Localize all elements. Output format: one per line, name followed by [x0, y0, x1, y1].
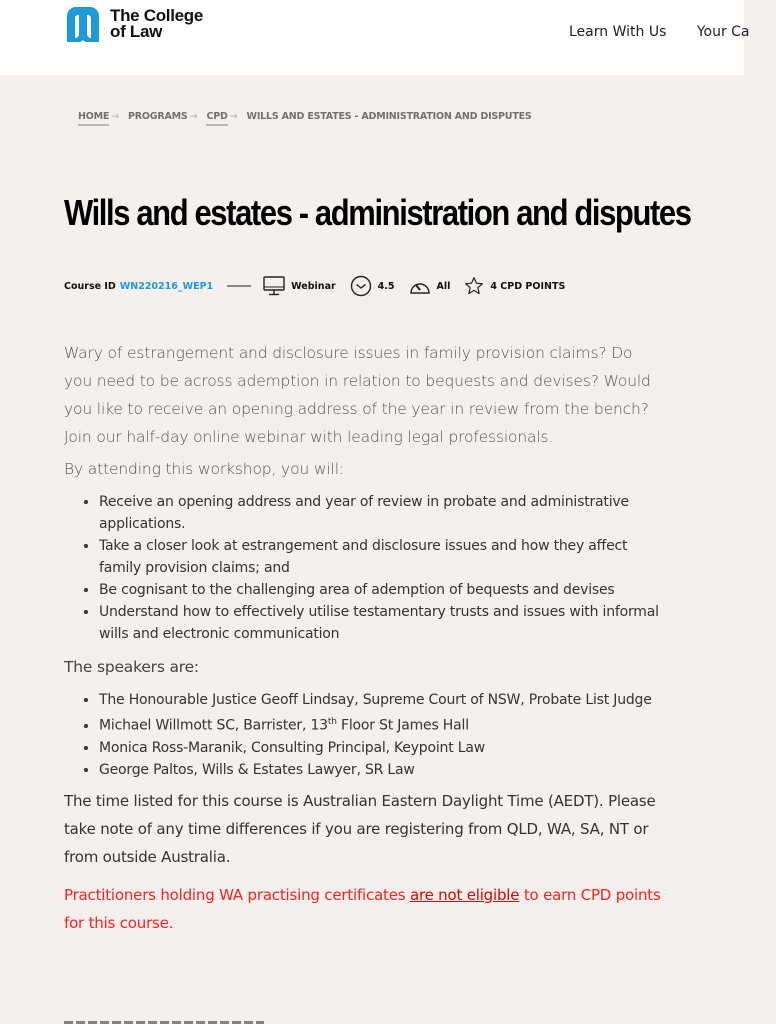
speakers-heading: The speakers are: — [64, 658, 199, 676]
eligibility-warning — [64, 881, 664, 937]
breadcrumb-cpd[interactable]: CPD — [206, 111, 227, 126]
nav-your-career[interactable]: Your Ca — [696, 24, 750, 40]
logo-mark-icon — [64, 4, 102, 44]
speaker-item: • Monica Ross-Maranik, Consulting Principal, Keypoint Law — [99, 737, 664, 759]
breadcrumb-programs[interactable]: PROGRAMS — [128, 111, 188, 122]
warning-text: Practitioners holding WA practising certificates — [64, 885, 410, 904]
outcomes-lead: By attending this workshop, you will: — [64, 460, 344, 478]
speaker-item: • The Honourable Justice Geoff Lindsay, Supreme Court of NSW, Probate List Judge — [99, 689, 664, 711]
list-item: • Receive an opening address and year of review in probate and administrative applications. — [99, 491, 664, 535]
breadcrumb-home[interactable]: HOME — [78, 111, 109, 126]
duration-item — [350, 275, 395, 297]
intro-paragraph: Wary of estrangement and disclosure issues in family provision claims? Do you need to be across ademption in relation to bequests and devises? Would you like to receive an opening address of the year in review from the bench? Join our half-day online webinar with leading legal professionals. — [64, 344, 651, 446]
site-header — [0, 0, 750, 75]
arrow-right-icon: → — [111, 111, 119, 122]
points-value: 4 CPD POINTS — [490, 280, 566, 292]
speaker-text: Michael Willmott SC, Barrister, 13 — [99, 717, 328, 734]
outcomes-list — [64, 491, 664, 645]
breadcrumb — [78, 111, 532, 126]
speaker-item — [99, 711, 664, 737]
list-item: • Understand how to effectively utilise testamentary trusts and issues with informal wills and electronic communication — [99, 601, 664, 645]
format-value: Webinar — [291, 280, 336, 292]
list-item: • Take a closer look at estrangement and disclosure issues and how they affect family provision claims; and — [99, 535, 664, 579]
gauge-icon — [409, 277, 431, 295]
arrow-right-icon: → — [189, 111, 198, 122]
nav-learn-with-us[interactable]: Learn With Us — [569, 24, 667, 40]
logo-text-line2: of Law — [110, 22, 163, 41]
speaker-item: • George Paltos, Wills & Estates Lawyer, SR Law — [99, 759, 664, 781]
warning-emphasis: are not eligible — [409, 885, 520, 904]
college-of-law-logo[interactable] — [64, 4, 203, 44]
breadcrumb-current: WILLS AND ESTATES - ADMINISTRATION AND DISPUTES — [246, 111, 532, 122]
time-zone-note: The time listed for this course is Australian Eastern Daylight Time (AEDT). Please take note of any time differences if you are registering from QLD, WA, SA, NT or from outside Australia. — [64, 791, 656, 866]
logo-text-line1: The College — [110, 6, 204, 25]
ordinal-suffix: th — [327, 717, 337, 727]
course-meta — [64, 274, 579, 298]
level-value: All — [436, 280, 451, 292]
format-item — [263, 276, 336, 296]
monitor-icon — [263, 276, 285, 296]
page-title: Wills and estates - administration and disputes — [64, 192, 691, 233]
cut-off-text-line — [64, 1017, 264, 1024]
list-item: • Be cognisant to the challenging area of ademption of bequests and devises — [99, 579, 664, 601]
course-description — [64, 339, 664, 937]
course-id: WN220216_WEP1 — [119, 280, 214, 292]
clock-icon — [350, 275, 372, 297]
course-id-label: Course ID — [64, 280, 116, 292]
speaker-text: Floor St James Hall — [336, 717, 469, 734]
star-icon — [464, 276, 484, 296]
speakers-list — [64, 689, 664, 781]
points-item — [464, 276, 565, 296]
divider — [227, 285, 251, 287]
main-nav — [569, 24, 776, 40]
arrow-right-icon: → — [229, 111, 238, 122]
warning-text: to earn CPD points for this course. — [64, 885, 661, 932]
duration-value: 4.5 — [377, 280, 395, 292]
level-item — [409, 277, 451, 295]
